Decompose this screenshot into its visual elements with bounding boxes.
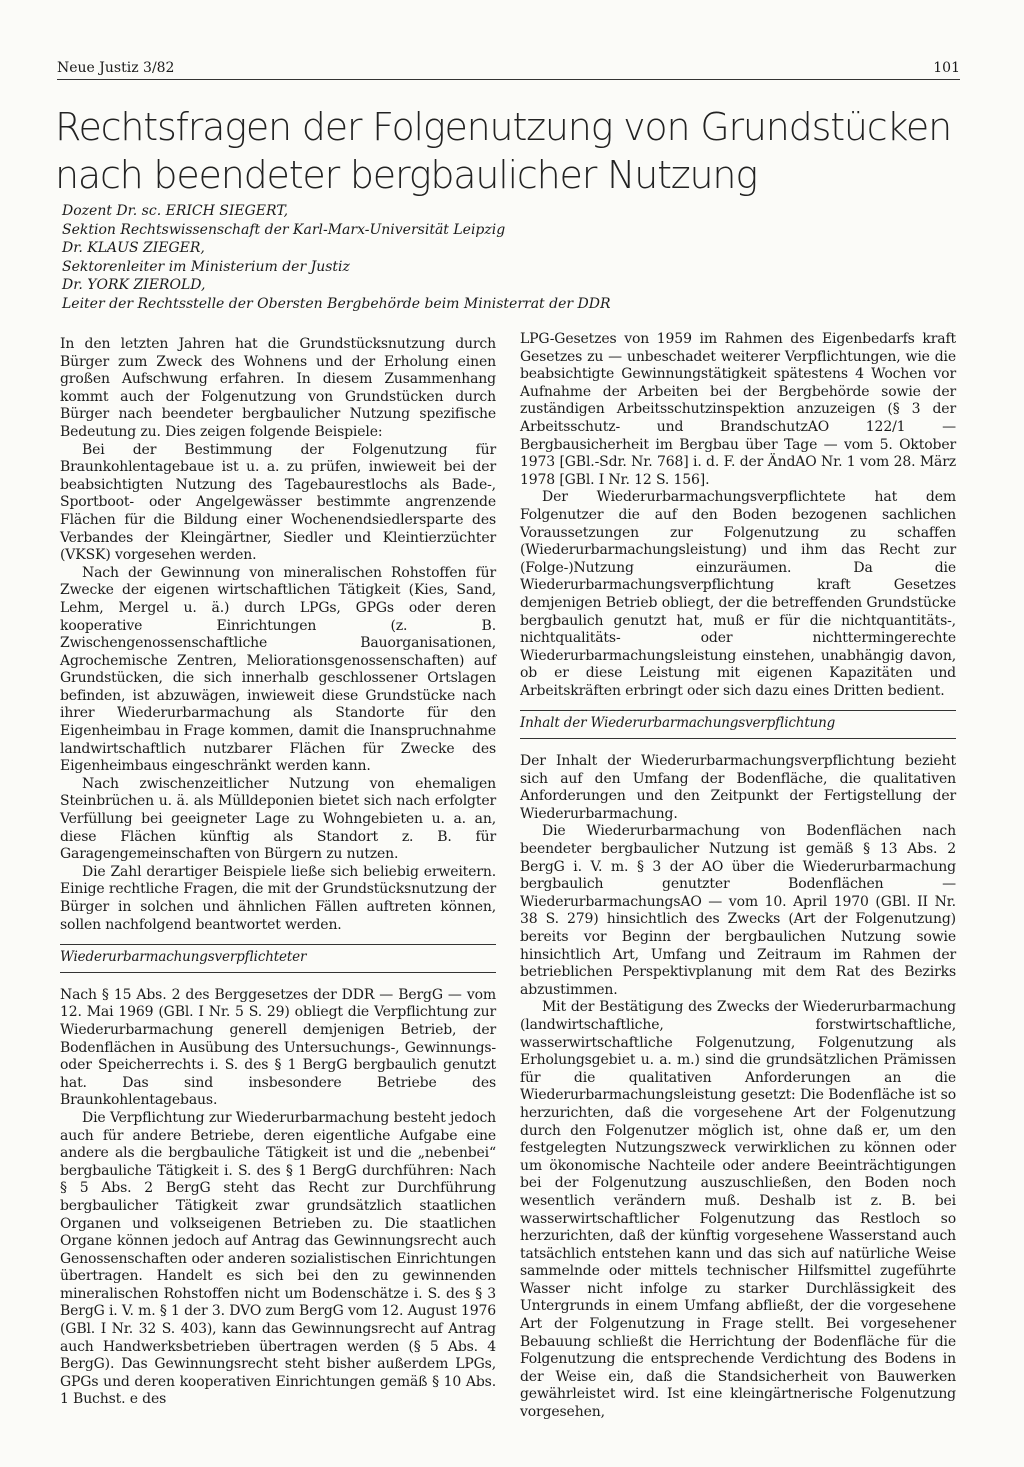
journal-issue: Neue Justiz 3/82 (57, 60, 175, 76)
body-paragraph: Bei der Bestimmung der Folgenutzung für Braunkohlentagebaue ist u. a. zu prüfen, inwieweit bei der beabsichtigten Nutzung des Tagebaurestlochs als Bade-, Sportboot- oder Angelgewässer bestimmte angrenzende Flächen für die Bildung einer Wochenendsiedlersparte des Verbandes der Kleingärtner, Siedler und Kleintierzüchter (VKSK) vorgesehen werden. (60, 441, 496, 564)
section-heading: Wiederurbarmachungsverpflichteter (60, 944, 496, 973)
body-paragraph: Die Wiederurbarmachung von Bodenflächen nach beendeter bergbaulicher Nutzung ist gemäß § 13 Abs. 2 BergG i. V. m. § 3 der AO über die Wiederurbarmachung bergbaulich genutzter Bodenflächen — WiederurbarmachungsAO — vom 10. April 1970 (GBl. II Nr. 38 S. 279) hinsichtlich des Zwecks (Art der Folgenutzung) bereits vor Beginn der bergbaulichen Nutzung sowie hinsichtlich Art, Umfang und Zeitraum im Rahmen der betrieblichen Perspektivplanung mit dem Rat des Bezirks abzustimmen. (520, 823, 956, 998)
author-block (62, 202, 962, 314)
author-affiliation: Leiter der Rechtsstelle der Obersten Bergbehörde beim Ministerrat der DDR (62, 295, 611, 312)
body-paragraph: Die Verpflichtung zur Wiederurbarmachung besteht jedoch auch für andere Betriebe, deren eigentliche Aufgabe eine andere als die bergbauliche Tätigkeit ist und die „nebenbei“ bergbauliche Tätigkeit i. S. des § 1 BergG durchführen: Nach § 5 Abs. 2 BergG steht das Recht zur Durchführung bergbaulicher Tätigkeit zwar grundsätzlich staatlichen Organen und volkseigenen Betrieben zu. Die staatlichen Organe können jedoch auf Antrag das Gewinnungsrecht auch Genossenschaften oder anderen sozialistischen Einrichtungen übertragen. Handelt es sich bei den zu gewinnenden mineralischen Rohstoffen nicht um Bodenschätze i. S. des § 3 BergG i. V. m. § 1 der 3. DVO zum BergG vom 12. August 1976 (GBl. I Nr. 32 S. 403), kann das Gewinnungsrecht auf Antrag auch Handwerksbetrieben übertragen werden (§ 5 Abs. 4 BergG). Das Gewinnungsrecht steht bisher außerdem LPGs, GPGs und deren kooperativen Einrichtungen gemäß § 10 Abs. 1 Buchst. e des (60, 1109, 496, 1408)
body-paragraph: In den letzten Jahren hat die Grundstücksnutzung durch Bürger zum Zweck des Wohnens und der Erholung einen großen Aufschwung erfahren. In diesem Zusammenhang kommt auch der Folgenutzung von Grundstücken durch Bürger nach beendeter bergbaulicher Nutzung spezifische Bedeutung zu. Dies zeigen folgende Beispiele: (60, 336, 496, 440)
author-line: Dr. YORK ZIEROLD, (62, 277, 206, 294)
body-paragraph: Mit der Bestätigung des Zwecks der Wiederurbarmachung (landwirtschaftliche, forstwirtschaftliche, wasserwirtschaftliche Folgenutzung, Folgenutzung als Erholungsgebiet u. a. m.) sind die grundsätzlichen Prämissen für die qualitativen Anforderungen an die Wiederurbarmachungsleistung gesetzt: Die Bodenfläche ist so herzurichten, daß die vorgesehene Art der Folgenutzung durch den Folgenutzer möglich ist, ohne daß er, um den festgelegten Nutzungszweck verwirklichen zu können oder um ökonomische Nachteile oder andere Beeinträchtigungen bei der Folgenutzung auszuschließen, den Boden noch wesentlich verändern muß. Deshalb ist z. B. bei wasserwirtschaftlicher Folgenutzung das Restloch so herzurichten, daß der künftig vorgesehene Wasserstand auch tatsächlich entstehen kann und das sich auf natürliche Weise sammelnde oder mittels technischer Hilfsmittel zugeführte Wasser nicht infolge zu starker Durchlässigkeit des Untergrunds in einem Umfang abfließt, der die vorgesehene Art der Folgenutzung in Frage stellt. Bei vorgesehener Bebauung schließt die Herrichtung der Bodenfläche für die Folgenutzung die entsprechende Verdichtung des Bodens in der Weise ein, daß die Standsicherheit von Bauwerken gewährleistet wird. Ist eine kleingärtnerische Folgenutzung vorgesehen, (520, 999, 956, 1421)
body-paragraph: Nach zwischenzeitlicher Nutzung von ehemaligen Steinbrüchen u. ä. als Mülldeponien bietet sich nach erfolgter Verfüllung bei geeigneter Lage zu Wohngebieten u. a. an, diese Flächen künftig als Standort z. B. für Garagengemeinschaften von Bürgern zu nutzen. (60, 775, 496, 863)
body-paragraph: Der Wiederurbarmachungsverpflichtete hat dem Folgenutzer die auf den Boden bezogenen sachlichen Voraussetzungen zur Folgenutzung zu schaffen (Wiederurbarmachungsleistung) und ihm das Recht zur (Folge-)Nutzung einzuräumen. Da die Wiederurbarmachungsverpflichtung kraft Gesetzes demjenigen Betrieb obliegt, der die betreffenden Grundstücke bergbaulich genutzt hat, muß er für die nichtquantitäts-, nichtqualitäts- oder nichttermingerechte Wiederurbarmachungsleistung einstehen, unabhängig davon, ob er diese Leistung mit eigenen Kapazitäten und Arbeitskräften erbringt oder sich dazu eines Dritten bedient. (520, 489, 956, 699)
left-column (60, 336, 496, 1409)
body-paragraph: Der Inhalt der Wiederurbarmachungsverpflichtung bezieht sich auf den Umfang der Bodenfläche, die qualitativen Anforderungen und den Zeitpunkt der Fertigstellung der Wiederurbarmachung. (520, 753, 956, 822)
author-affiliation: Sektorenleiter im Ministerium der Justiz (62, 258, 350, 275)
article-title: Rechtsfragen der Folgenutzung von Grundstücken nach beendeter bergbaulicher Nutzung (55, 105, 951, 197)
section-heading: Inhalt der Wiederurbarmachungsverpflichtung (520, 710, 956, 739)
body-paragraph: LPG-Gesetzes von 1959 im Rahmen des Eigenbedarfs kraft Gesetzes zu — unbeschadet weiterer Verpflichtungen, wie die beabsichtigte Gewinnungstätigkeit spätestens 4 Wochen vor Aufnahme der Arbeiten bei der Bergbehörde sowie der zuständigen Arbeitsschutzinspektion anzuzeigen (§ 3 der Arbeitsschutz- und BrandschutzAO 122/1 — Bergbausicherheit im Bergbau über Tage — vom 5. Oktober 1973 [GBl.-Sdr. Nr. 768] i. d. F. der ÄndAO Nr. 1 vom 28. März 1978 [GBl. I Nr. 12 S. 156]. (520, 331, 956, 488)
author-affiliation: Sektion Rechtswissenschaft der Karl-Marx-Universität Leipzig (62, 221, 506, 238)
right-column (520, 331, 956, 1422)
body-paragraph: Nach der Gewinnung von mineralischen Rohstoffen für Zwecke der eigenen wirtschaftlichen Tätigkeit (Kies, Sand, Lehm, Mergel u. ä.) durch LPGs, GPGs oder deren kooperative Einrichtungen (z. B. Zwischengenossenschaftliche Bauorganisationen, Agrochemische Zentren, Meliorationsgenossenschaften) auf Grundstücken, die sich innerhalb geschlossener Ortslagen befinden, ist abzuwägen, inwieweit diese Grundstücke nach ihrer Wiederurbarmachung als Standorte für den Eigenheimbau in Frage kommen, damit die Inanspruchnahme landwirtschaftlich nutzbarer Flächen für Zwecke des Eigenheimbaus eingeschränkt werden kann. (60, 564, 496, 775)
page-number: 101 (933, 60, 960, 76)
body-paragraph: Die Zahl derartiger Beispiele ließe sich beliebig erweitern. Einige rechtliche Fragen, die mit der Grundstücksnutzung der Bürger in solchen und ähnlichen Fällen auftreten können, sollen nachfolgend beantwortet werden. (60, 863, 496, 933)
author-line: Dr. KLAUS ZIEGER, (62, 240, 205, 257)
body-paragraph: Nach § 15 Abs. 2 des Berggesetzes der DDR — BergG — vom 12. Mai 1969 (GBl. I Nr. 5 S. 29) obliegt die Verpflichtung zur Wiederurbarmachung generell demjenigen Betrieb, der Bodenflächen in Ausübung des Untersuchungs-, Gewinnungs- oder Speicherrechts i. S. des § 1 BergG bergbaulich genutzt hat. Das sind insbesondere Betriebe des Braunkohlentagebaus. (60, 986, 496, 1109)
running-head (57, 60, 960, 80)
author-line: Dozent Dr. sc. ERICH SIEGERT, (62, 203, 289, 219)
